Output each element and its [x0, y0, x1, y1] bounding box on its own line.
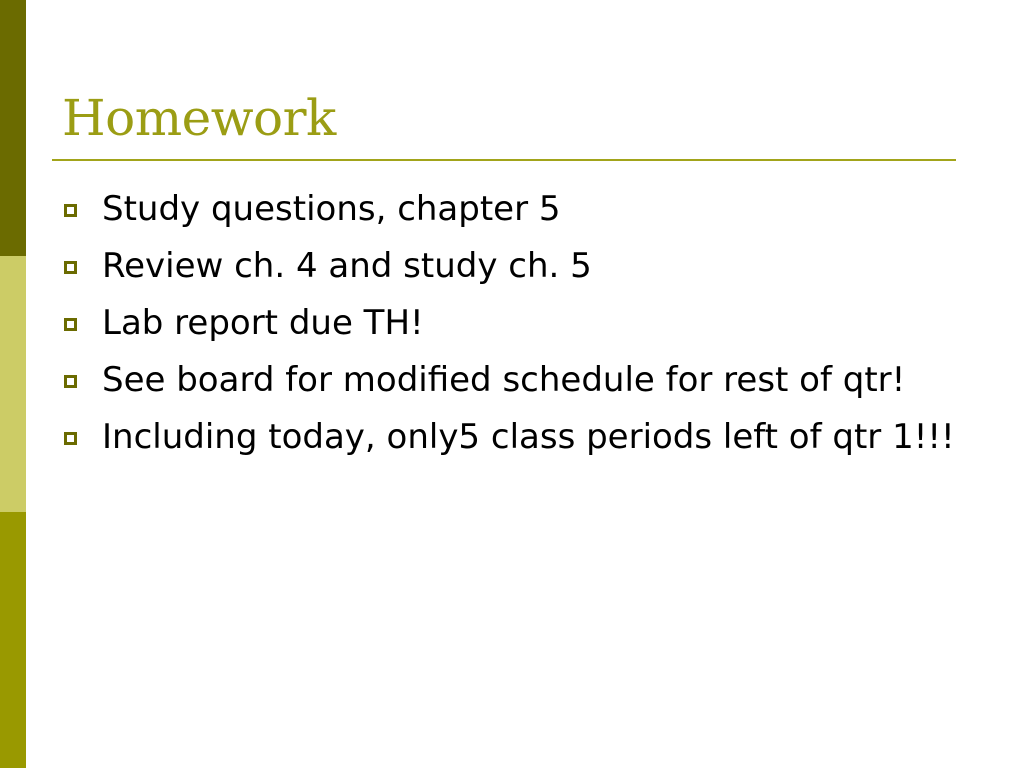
bullet-item — [62, 412, 982, 463]
hollow-square-icon — [64, 318, 77, 331]
sidebar-segment-top — [0, 0, 26, 256]
bullet-list — [62, 184, 982, 469]
bullet-item — [62, 355, 982, 406]
hollow-square-icon — [64, 204, 77, 217]
sidebar-segment-middle — [0, 256, 26, 512]
title-divider — [52, 159, 956, 161]
sidebar-segment-bottom — [0, 512, 26, 768]
bullet-item — [62, 184, 982, 235]
bullet-text: Lab report due TH! — [102, 303, 424, 343]
slide-title: Homework — [62, 89, 336, 147]
bullet-item — [62, 298, 982, 349]
bullet-text: Study questions, chapter 5 — [102, 189, 561, 229]
bullet-item — [62, 241, 982, 292]
bullet-text: Review ch. 4 and study ch. 5 — [102, 246, 592, 286]
bullet-text: See board for modified schedule for rest of qtr! — [102, 360, 906, 400]
bullet-text: Including today, only5 class periods left of qtr 1!!! — [102, 417, 955, 457]
sidebar-accent-bar — [0, 0, 26, 768]
hollow-square-icon — [64, 432, 77, 445]
hollow-square-icon — [64, 375, 77, 388]
hollow-square-icon — [64, 261, 77, 274]
